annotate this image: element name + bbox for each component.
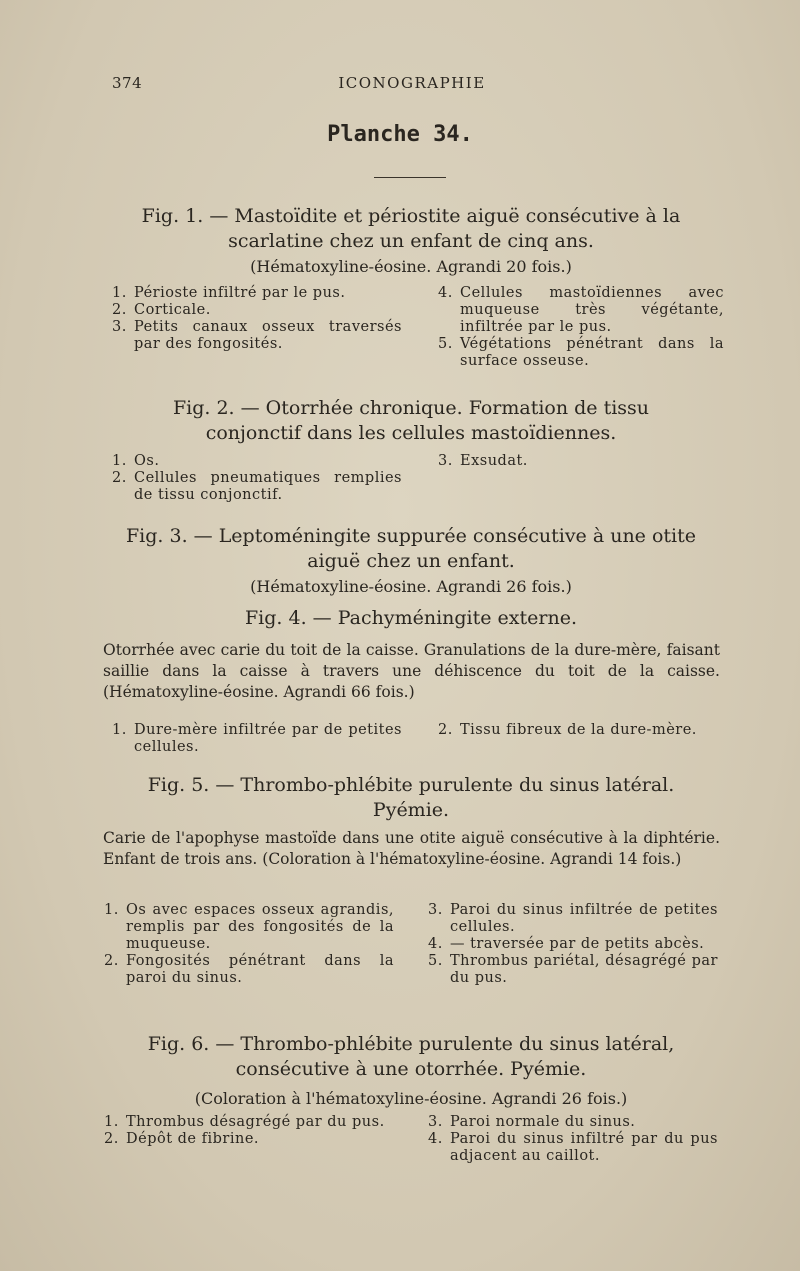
fig1-caption-line: Fig. 1. — Mastoïdite et périostite aiguë consécutive à la xyxy=(141,205,681,227)
fig1-caption-line: (Hématoxyline-éosine. Agrandi 20 fois.) xyxy=(250,257,572,276)
legend-item: 1. Périoste infiltré par le pus. xyxy=(112,285,346,301)
fig6-caption-line: (Coloration à l'hématoxyline-éosine. Agrandi 26 fois.) xyxy=(194,1089,628,1108)
fig5-caption-line: Pyémie. xyxy=(372,799,450,821)
plate-title: Planche 34. xyxy=(327,122,473,147)
legend-item: 2. Cellules pneumatiques remplies de tissu conjonctif. xyxy=(112,470,402,503)
fig4-legend-right xyxy=(438,722,724,739)
fig3-caption-line: (Hématoxyline-éosine. Agrandi 26 fois.) xyxy=(250,577,572,596)
fig6-legend-left xyxy=(104,1114,394,1148)
legend-item: 3. Petits canaux osseux traversés par des fongosités. xyxy=(112,319,402,352)
legend-item: 3. Paroi normale du sinus. xyxy=(428,1114,636,1130)
legend-item: 1. Os avec espaces osseux agrandis, remplis par des fongosités de la muqueuse. xyxy=(104,902,394,952)
fig2-caption-line: Fig. 2. — Otorrhée chronique. Formation de tissu xyxy=(172,397,650,419)
legend-item: 1. Os. xyxy=(112,453,160,469)
fig2-caption-line: conjonctif dans les cellules mastoïdiennes. xyxy=(205,422,617,444)
legend-item: 2. Fongosités pénétrant dans la paroi du sinus. xyxy=(104,953,394,986)
legend-item: 2. Tissu fibreux de la dure-mère. xyxy=(438,722,697,738)
fig6-caption-line: Fig. 6. — Thrombo-phlébite purulente du sinus latéral, xyxy=(147,1033,675,1055)
fig1-caption-line: scarlatine chez un enfant de cinq ans. xyxy=(228,230,594,252)
fig4-caption-line: Fig. 4. — Pachyméningite externe. xyxy=(245,607,577,629)
fig3-caption xyxy=(100,524,722,598)
fig4-legend-left xyxy=(112,722,402,756)
running-head xyxy=(112,74,712,96)
legend-item: 1. Thrombus désagrégé par du pus. xyxy=(104,1114,385,1130)
legend-item: 2. Corticale. xyxy=(112,302,211,318)
fig5-legend-right xyxy=(428,902,718,987)
running-title: ICONOGRAPHIE xyxy=(338,74,486,92)
legend-item: 5. Végétations pénétrant dans la surface osseuse. xyxy=(438,336,724,369)
fig2-legend-right xyxy=(438,453,724,470)
legend-item: 1. Dure-mère infiltrée par de petites cellules. xyxy=(112,722,402,755)
fig3-caption-line: Fig. 3. — Leptoméningite suppurée consécutive à une otite xyxy=(125,525,696,547)
fig5-description: Carie de l'apophyse mastoïde dans une otite aiguë consécutive à la diphtérie. Enfant de trois ans. (Coloration à l'hématoxyline-éosine. Agrandi 14 fois.) xyxy=(103,829,720,868)
fig2-legend-left xyxy=(112,453,402,504)
legend-item: 2. Dépôt de fibrine. xyxy=(104,1131,260,1147)
fig6-caption xyxy=(100,1032,722,1110)
legend-item: 4. — traversée par de petits abcès. xyxy=(428,936,705,952)
legend-item: 4. Cellules mastoïdiennes avec muqueuse très végétante, infiltrée par le pus. xyxy=(438,285,724,335)
fig5-caption-line: Fig. 5. — Thrombo-phlébite purulente du sinus latéral. xyxy=(147,774,675,796)
fig6-caption-line: consécutive à une otorrhée. Pyémie. xyxy=(235,1058,587,1080)
fig5-legend-left xyxy=(104,902,394,987)
fig3-caption-line: aiguë chez un enfant. xyxy=(307,550,515,572)
legend-item: 5. Thrombus pariétal, désagrégé par du pus. xyxy=(428,953,718,986)
fig1-legend-left xyxy=(112,285,402,353)
title-divider xyxy=(374,177,446,178)
fig1-caption xyxy=(100,204,722,278)
fig6-legend-right xyxy=(428,1114,718,1165)
fig4-caption xyxy=(100,606,722,631)
fig4-description: Otorrhée avec carie du toit de la caisse. Granulations de la dure-mère, faisant saillie dans la caisse à travers une déhiscence du toit de la caisse. (Hématoxyline-éosine. Agrandi 66 fois.) xyxy=(103,641,720,701)
legend-item: 3. Exsudat. xyxy=(438,453,528,469)
page-number: 374 xyxy=(112,74,143,92)
fig2-caption xyxy=(100,396,722,446)
fig5-caption xyxy=(100,773,722,823)
fig1-legend-right xyxy=(438,285,724,370)
legend-item: 3. Paroi du sinus infiltrée de petites cellules. xyxy=(428,902,718,935)
legend-item: 4. Paroi du sinus infiltré par du pus adjacent au caillot. xyxy=(428,1131,718,1164)
